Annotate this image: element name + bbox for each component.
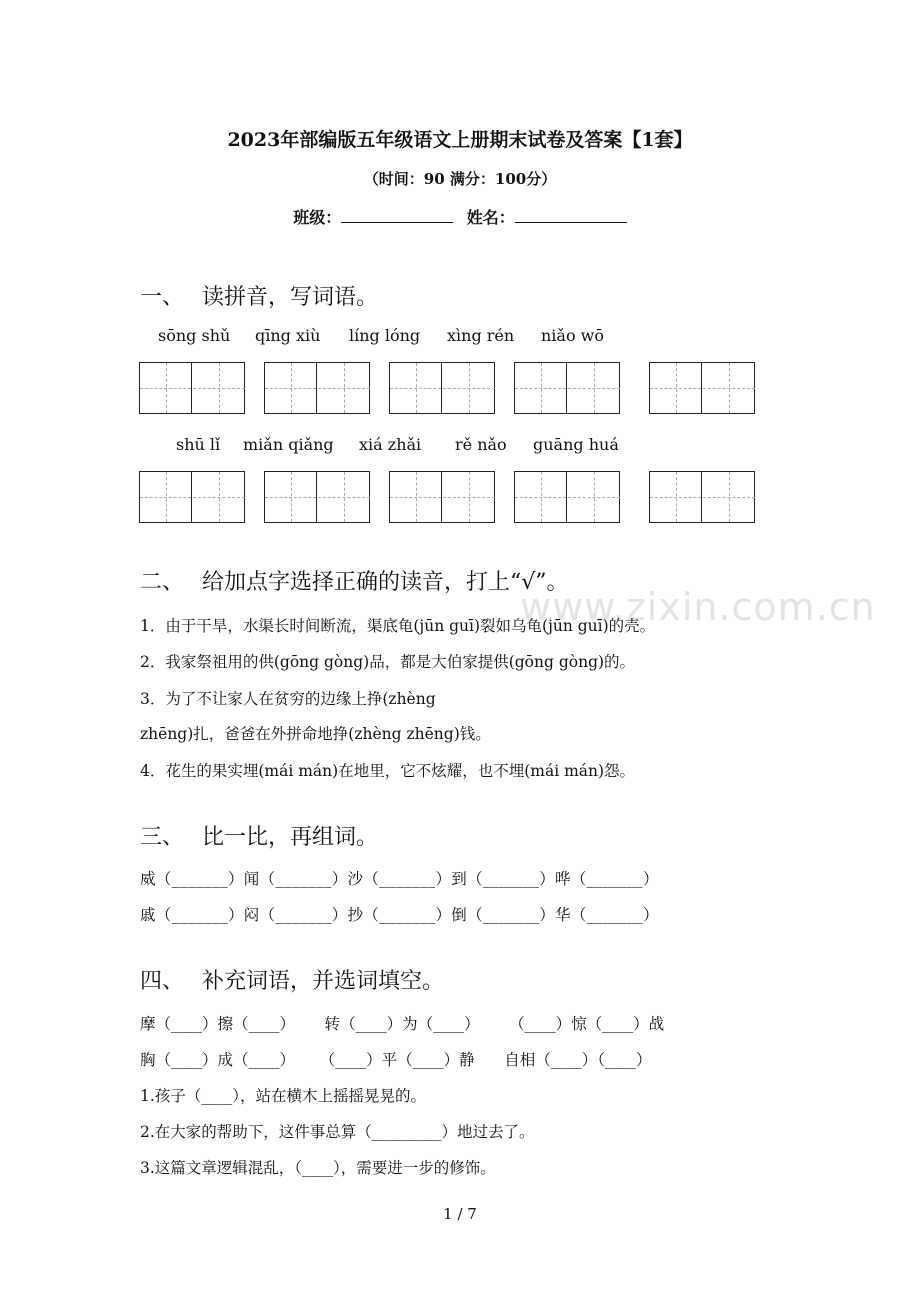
- question-line: 2．我家祭祖用的供(gōng gòng)品，都是大伯家提供(gōng gòng)的。: [140, 653, 636, 671]
- class-label: 班级：: [293, 208, 342, 227]
- writing-grid[interactable]: [389, 471, 495, 523]
- pinyin-label: qīng xiù: [255, 326, 321, 345]
- class-name-line: [0, 205, 920, 228]
- writing-grid[interactable]: [389, 362, 495, 414]
- question-line: 4．花生的果实埋(mái mán)在地里，它不炫耀，也不埋(mái mán)怨。: [140, 762, 636, 780]
- pinyin-label: shū lǐ: [176, 435, 221, 454]
- pinyin-label: xiá zhǎi: [359, 435, 422, 454]
- pinyin-label: niǎo wō: [541, 326, 605, 345]
- compare-line: 戚（_______）闷（_______）抄（_______）倒（_______）华（_______）: [140, 906, 659, 924]
- section2-heading: [140, 565, 569, 596]
- writing-grid[interactable]: [649, 362, 755, 414]
- compare-line: 威（_______）闻（_______）沙（_______）到（_______）哗（_______）: [140, 870, 659, 888]
- question-line: 1．由于干旱，水渠长时间断流，渠底龟(jūn guī)裂如乌龟(jūn guī)的壳。: [140, 617, 656, 635]
- section3-heading: [140, 820, 378, 851]
- idiom-line: 胸（____）成（____） （____）平（____）静 自相（____）（____）: [140, 1051, 652, 1069]
- exam-info: （时间：90 满分：100分）: [363, 170, 557, 188]
- section1-heading: [140, 280, 378, 311]
- page-title: 2023年部编版五年级语文上册期末试卷及答案【1套】: [227, 129, 693, 151]
- pinyin-label: sōng shǔ: [158, 326, 231, 345]
- page-number: 1 / 7: [443, 1205, 477, 1223]
- fill-sentence: 3.这篇文章逻辑混乱，（____），需要进一步的修饰。: [140, 1159, 496, 1177]
- class-blank[interactable]: [341, 208, 453, 223]
- fill-sentence: 2.在大家的帮助下，这件事总算（_________）地过去了。: [140, 1123, 535, 1141]
- fill-sentence: 1.孩子（____），站在横木上摇摇晃晃的。: [140, 1087, 427, 1105]
- section-title: 比一比，再组词。: [202, 825, 379, 850]
- section-title: 给加点字选择正确的读音，打上“√”。: [202, 570, 569, 595]
- question-line: zhēng)扎，爸爸在外拼命地挣(zhèng zhēng)钱。: [140, 725, 491, 743]
- section-number: 四、: [140, 969, 185, 994]
- pinyin-label: xìng rén: [447, 326, 515, 345]
- section-number: 三、: [140, 825, 185, 850]
- name-blank[interactable]: [515, 208, 627, 223]
- pinyin-label: rě nǎo: [455, 435, 507, 454]
- section-title: 补充词语，并选词填空。: [202, 969, 445, 994]
- section4-heading: [140, 964, 444, 995]
- writing-grid[interactable]: [139, 362, 245, 414]
- pinyin-label: guāng huá: [533, 435, 619, 454]
- writing-grid[interactable]: [264, 471, 370, 523]
- section-number: 二、: [140, 570, 185, 595]
- writing-grid[interactable]: [264, 362, 370, 414]
- watermark: www.zixin.com.cn: [520, 585, 876, 629]
- section-number: 一、: [140, 285, 185, 310]
- pinyin-label: miǎn qiǎng: [243, 435, 334, 454]
- question-line: 3．为了不让家人在贫穷的边缘上挣(zhèng: [140, 690, 436, 708]
- writing-grid[interactable]: [139, 471, 245, 523]
- idiom-line: 摩（____）擦（____） 转（____）为（____） （____）惊（____）战: [140, 1015, 665, 1033]
- name-label: 姓名：: [466, 208, 515, 227]
- section-title: 读拼音，写词语。: [202, 285, 379, 310]
- writing-grid[interactable]: [514, 471, 620, 523]
- pinyin-label: líng lóng: [349, 326, 421, 345]
- writing-grid[interactable]: [514, 362, 620, 414]
- writing-grid[interactable]: [649, 471, 755, 523]
